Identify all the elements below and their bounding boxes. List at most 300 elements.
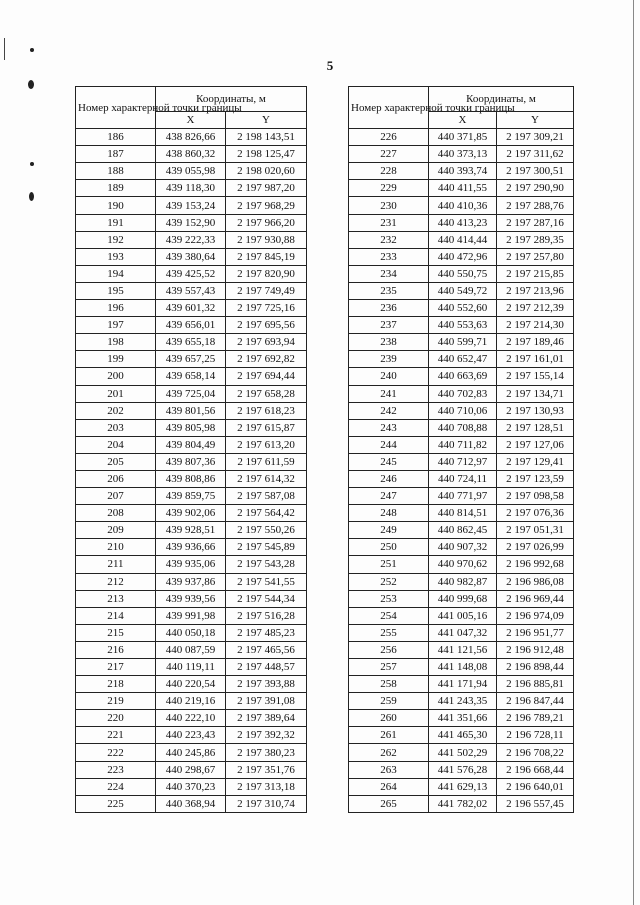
y-coordinate-cell: 2 196 898,44 (497, 659, 574, 676)
x-coordinate-cell: 440 222,10 (156, 710, 226, 727)
point-number-cell: 195 (76, 282, 156, 299)
table-row (349, 795, 574, 812)
point-number-cell: 232 (349, 231, 429, 248)
point-number-cell: 231 (349, 214, 429, 231)
point-number-cell: 186 (76, 129, 156, 146)
table-row (76, 453, 307, 470)
table-row (76, 522, 307, 539)
x-coordinate-cell: 439 656,01 (156, 317, 226, 334)
table-row (76, 282, 307, 299)
table-row (76, 470, 307, 487)
table-row (349, 231, 574, 248)
margin-tick (4, 38, 5, 60)
header-coordinates: Координаты, м (156, 87, 307, 112)
point-number-cell: 244 (349, 436, 429, 453)
table-row (349, 693, 574, 710)
x-coordinate-cell: 440 414,44 (429, 231, 497, 248)
header-point-number: Номер характерной точки границы (76, 87, 156, 129)
point-number-cell: 240 (349, 368, 429, 385)
x-coordinate-cell: 441 171,94 (429, 676, 497, 693)
y-coordinate-cell: 2 197 618,23 (226, 402, 307, 419)
point-number-cell: 211 (76, 556, 156, 573)
table-row (349, 436, 574, 453)
table-row (76, 419, 307, 436)
y-coordinate-cell: 2 197 215,85 (497, 265, 574, 282)
y-coordinate-cell: 2 196 974,09 (497, 607, 574, 624)
x-coordinate-cell: 439 808,86 (156, 470, 226, 487)
table-row (76, 744, 307, 761)
point-number-cell: 225 (76, 795, 156, 812)
x-coordinate-cell: 439 939,56 (156, 590, 226, 607)
x-coordinate-cell: 440 411,55 (429, 180, 497, 197)
x-coordinate-cell: 440 223,43 (156, 727, 226, 744)
y-coordinate-cell: 2 197 694,44 (226, 368, 307, 385)
table-row (76, 505, 307, 522)
point-number-cell: 234 (349, 265, 429, 282)
point-number-cell: 197 (76, 317, 156, 334)
x-coordinate-cell: 440 472,96 (429, 248, 497, 265)
y-coordinate-cell: 2 197 587,08 (226, 488, 307, 505)
point-number-cell: 221 (76, 727, 156, 744)
x-coordinate-cell: 439 222,33 (156, 231, 226, 248)
point-number-cell: 256 (349, 641, 429, 658)
x-coordinate-cell: 439 804,49 (156, 436, 226, 453)
y-coordinate-cell: 2 197 725,16 (226, 300, 307, 317)
table-row (76, 710, 307, 727)
x-coordinate-cell: 440 862,45 (429, 522, 497, 539)
table-row (349, 197, 574, 214)
x-coordinate-cell: 440 814,51 (429, 505, 497, 522)
y-coordinate-cell: 2 196 986,08 (497, 573, 574, 590)
x-coordinate-cell: 440 652,47 (429, 351, 497, 368)
x-coordinate-cell: 440 711,82 (429, 436, 497, 453)
point-number-cell: 236 (349, 300, 429, 317)
point-number-cell: 202 (76, 402, 156, 419)
x-coordinate-cell: 440 050,18 (156, 624, 226, 641)
x-coordinate-cell: 440 370,23 (156, 778, 226, 795)
x-coordinate-cell: 440 373,13 (429, 146, 497, 163)
point-number-cell: 237 (349, 317, 429, 334)
table-row (76, 265, 307, 282)
y-coordinate-cell: 2 197 658,28 (226, 385, 307, 402)
x-coordinate-cell: 439 657,25 (156, 351, 226, 368)
table-row (349, 300, 574, 317)
point-number-cell: 257 (349, 659, 429, 676)
y-coordinate-cell: 2 197 966,20 (226, 214, 307, 231)
point-number-cell: 261 (349, 727, 429, 744)
x-coordinate-cell: 440 549,72 (429, 282, 497, 299)
y-coordinate-cell: 2 197 290,90 (497, 180, 574, 197)
table-row (76, 488, 307, 505)
x-coordinate-cell: 439 991,98 (156, 607, 226, 624)
table-row (349, 624, 574, 641)
y-coordinate-cell: 2 197 845,19 (226, 248, 307, 265)
y-coordinate-cell: 2 198 143,51 (226, 129, 307, 146)
point-number-cell: 213 (76, 590, 156, 607)
point-number-cell: 222 (76, 744, 156, 761)
point-number-cell: 260 (349, 710, 429, 727)
y-coordinate-cell: 2 197 213,96 (497, 282, 574, 299)
table-row (76, 607, 307, 624)
point-number-cell: 209 (76, 522, 156, 539)
point-number-cell: 245 (349, 453, 429, 470)
x-coordinate-cell: 440 552,60 (429, 300, 497, 317)
table-row (349, 761, 574, 778)
table-row (349, 351, 574, 368)
x-coordinate-cell: 440 410,36 (429, 197, 497, 214)
point-number-cell: 204 (76, 436, 156, 453)
table-row (349, 419, 574, 436)
margin-speck (30, 162, 34, 166)
x-coordinate-cell: 439 935,06 (156, 556, 226, 573)
point-number-cell: 227 (349, 146, 429, 163)
x-coordinate-cell: 440 220,54 (156, 676, 226, 693)
table-row (76, 624, 307, 641)
point-number-cell: 189 (76, 180, 156, 197)
table-row (349, 710, 574, 727)
x-coordinate-cell: 441 005,16 (429, 607, 497, 624)
point-number-cell: 265 (349, 795, 429, 812)
point-number-cell: 230 (349, 197, 429, 214)
point-number-cell: 254 (349, 607, 429, 624)
y-coordinate-cell: 2 197 693,94 (226, 334, 307, 351)
x-coordinate-cell: 440 710,06 (429, 402, 497, 419)
x-coordinate-cell: 440 298,67 (156, 761, 226, 778)
y-coordinate-cell: 2 197 310,74 (226, 795, 307, 812)
header-x: X (429, 112, 497, 129)
y-coordinate-cell: 2 197 130,93 (497, 402, 574, 419)
table-row (76, 573, 307, 590)
y-coordinate-cell: 2 196 728,11 (497, 727, 574, 744)
coordinates-table-right (348, 86, 574, 813)
y-coordinate-cell: 2 197 544,34 (226, 590, 307, 607)
point-number-cell: 203 (76, 419, 156, 436)
x-coordinate-cell: 441 782,02 (429, 795, 497, 812)
y-coordinate-cell: 2 197 545,89 (226, 539, 307, 556)
x-coordinate-cell: 439 801,56 (156, 402, 226, 419)
table-row (76, 778, 307, 795)
point-number-cell: 243 (349, 419, 429, 436)
table-row (349, 402, 574, 419)
point-number-cell: 205 (76, 453, 156, 470)
y-coordinate-cell: 2 197 695,56 (226, 317, 307, 334)
table-row (76, 761, 307, 778)
table-row (349, 146, 574, 163)
y-coordinate-cell: 2 197 155,14 (497, 368, 574, 385)
x-coordinate-cell: 438 826,66 (156, 129, 226, 146)
y-coordinate-cell: 2 196 708,22 (497, 744, 574, 761)
point-number-cell: 250 (349, 539, 429, 556)
table-row (349, 214, 574, 231)
y-coordinate-cell: 2 197 613,20 (226, 436, 307, 453)
point-number-cell: 252 (349, 573, 429, 590)
point-number-cell: 194 (76, 265, 156, 282)
point-number-cell: 206 (76, 470, 156, 487)
point-number-cell: 210 (76, 539, 156, 556)
y-coordinate-cell: 2 197 300,51 (497, 163, 574, 180)
x-coordinate-cell: 441 351,66 (429, 710, 497, 727)
table-row (349, 778, 574, 795)
point-number-cell: 208 (76, 505, 156, 522)
x-coordinate-cell: 439 658,14 (156, 368, 226, 385)
y-coordinate-cell: 2 196 885,81 (497, 676, 574, 693)
table-row (76, 539, 307, 556)
x-coordinate-cell: 440 907,32 (429, 539, 497, 556)
y-coordinate-cell: 2 197 392,32 (226, 727, 307, 744)
x-coordinate-cell: 439 055,98 (156, 163, 226, 180)
table-row (349, 317, 574, 334)
table-row (76, 436, 307, 453)
point-number-cell: 228 (349, 163, 429, 180)
y-coordinate-cell: 2 197 098,58 (497, 488, 574, 505)
y-coordinate-cell: 2 196 912,48 (497, 641, 574, 658)
y-coordinate-cell: 2 197 129,41 (497, 453, 574, 470)
y-coordinate-cell: 2 197 541,55 (226, 573, 307, 590)
table-row (76, 231, 307, 248)
table-row (349, 163, 574, 180)
y-coordinate-cell: 2 198 125,47 (226, 146, 307, 163)
y-coordinate-cell: 2 196 847,44 (497, 693, 574, 710)
point-number-cell: 241 (349, 385, 429, 402)
table-row (349, 385, 574, 402)
x-coordinate-cell: 440 368,94 (156, 795, 226, 812)
x-coordinate-cell: 440 724,11 (429, 470, 497, 487)
y-coordinate-cell: 2 197 351,76 (226, 761, 307, 778)
x-coordinate-cell: 441 502,29 (429, 744, 497, 761)
y-coordinate-cell: 2 197 564,42 (226, 505, 307, 522)
y-coordinate-cell: 2 197 516,28 (226, 607, 307, 624)
point-number-cell: 258 (349, 676, 429, 693)
table-row (349, 470, 574, 487)
table-row (349, 129, 574, 146)
table-row (76, 129, 307, 146)
table-row (349, 180, 574, 197)
point-number-cell: 229 (349, 180, 429, 197)
y-coordinate-cell: 2 196 640,01 (497, 778, 574, 795)
x-coordinate-cell: 441 576,28 (429, 761, 497, 778)
y-coordinate-cell: 2 197 968,29 (226, 197, 307, 214)
x-coordinate-cell: 439 859,75 (156, 488, 226, 505)
x-coordinate-cell: 441 465,30 (429, 727, 497, 744)
y-coordinate-cell: 2 197 448,57 (226, 659, 307, 676)
table-row (76, 197, 307, 214)
table-row (76, 590, 307, 607)
header-y: Y (226, 112, 307, 129)
x-coordinate-cell: 439 805,98 (156, 419, 226, 436)
x-coordinate-cell: 440 999,68 (429, 590, 497, 607)
x-coordinate-cell: 440 970,62 (429, 556, 497, 573)
y-coordinate-cell: 2 197 543,28 (226, 556, 307, 573)
point-number-cell: 219 (76, 693, 156, 710)
x-coordinate-cell: 441 121,56 (429, 641, 497, 658)
header-y: Y (497, 112, 574, 129)
table-row (349, 488, 574, 505)
x-coordinate-cell: 440 712,97 (429, 453, 497, 470)
table-row (349, 282, 574, 299)
table-row (76, 214, 307, 231)
y-coordinate-cell: 2 197 127,06 (497, 436, 574, 453)
y-coordinate-cell: 2 197 465,56 (226, 641, 307, 658)
point-number-cell: 188 (76, 163, 156, 180)
y-coordinate-cell: 2 197 123,59 (497, 470, 574, 487)
y-coordinate-cell: 2 196 789,21 (497, 710, 574, 727)
table-row (76, 659, 307, 676)
y-coordinate-cell: 2 197 313,18 (226, 778, 307, 795)
table-row (76, 676, 307, 693)
point-number-cell: 242 (349, 402, 429, 419)
y-coordinate-cell: 2 197 930,88 (226, 231, 307, 248)
x-coordinate-cell: 439 153,24 (156, 197, 226, 214)
point-number-cell: 251 (349, 556, 429, 573)
coordinates-table-left (75, 86, 307, 813)
point-number-cell: 246 (349, 470, 429, 487)
table-row (76, 368, 307, 385)
x-coordinate-cell: 439 152,90 (156, 214, 226, 231)
x-coordinate-cell: 440 245,86 (156, 744, 226, 761)
table-row (76, 351, 307, 368)
point-number-cell: 207 (76, 488, 156, 505)
point-number-cell: 259 (349, 693, 429, 710)
point-number-cell: 216 (76, 641, 156, 658)
table-row (349, 744, 574, 761)
point-number-cell: 253 (349, 590, 429, 607)
table-row (349, 641, 574, 658)
x-coordinate-cell: 439 936,66 (156, 539, 226, 556)
table-row (349, 453, 574, 470)
table-row (349, 590, 574, 607)
x-coordinate-cell: 439 928,51 (156, 522, 226, 539)
y-coordinate-cell: 2 197 076,36 (497, 505, 574, 522)
y-coordinate-cell: 2 197 288,76 (497, 197, 574, 214)
point-number-cell: 239 (349, 351, 429, 368)
point-number-cell: 235 (349, 282, 429, 299)
point-number-cell: 187 (76, 146, 156, 163)
table-row (76, 727, 307, 744)
table-row (76, 300, 307, 317)
point-number-cell: 190 (76, 197, 156, 214)
scan-edge-line (633, 0, 634, 905)
y-coordinate-cell: 2 197 987,20 (226, 180, 307, 197)
table-row (349, 505, 574, 522)
point-number-cell: 226 (349, 129, 429, 146)
margin-speck (29, 192, 34, 201)
point-number-cell: 215 (76, 624, 156, 641)
point-number-cell: 196 (76, 300, 156, 317)
x-coordinate-cell: 439 380,64 (156, 248, 226, 265)
point-number-cell: 198 (76, 334, 156, 351)
table-row (76, 641, 307, 658)
point-number-cell: 200 (76, 368, 156, 385)
y-coordinate-cell: 2 197 380,23 (226, 744, 307, 761)
x-coordinate-cell: 440 119,11 (156, 659, 226, 676)
y-coordinate-cell: 2 197 485,23 (226, 624, 307, 641)
table-row (349, 659, 574, 676)
table-row (349, 248, 574, 265)
table-row (349, 539, 574, 556)
x-coordinate-cell: 440 982,87 (429, 573, 497, 590)
y-coordinate-cell: 2 197 257,80 (497, 248, 574, 265)
point-number-cell: 214 (76, 607, 156, 624)
y-coordinate-cell: 2 197 749,49 (226, 282, 307, 299)
y-coordinate-cell: 2 197 161,01 (497, 351, 574, 368)
x-coordinate-cell: 440 087,59 (156, 641, 226, 658)
point-number-cell: 264 (349, 778, 429, 795)
table-row (349, 676, 574, 693)
x-coordinate-cell: 440 219,16 (156, 693, 226, 710)
point-number-cell: 217 (76, 659, 156, 676)
x-coordinate-cell: 440 771,97 (429, 488, 497, 505)
table-row (76, 402, 307, 419)
x-coordinate-cell: 440 413,23 (429, 214, 497, 231)
point-number-cell: 248 (349, 505, 429, 522)
table-row (349, 368, 574, 385)
y-coordinate-cell: 2 197 389,64 (226, 710, 307, 727)
point-number-cell: 223 (76, 761, 156, 778)
table-row (76, 693, 307, 710)
x-coordinate-cell: 440 393,74 (429, 163, 497, 180)
y-coordinate-cell: 2 196 992,68 (497, 556, 574, 573)
page-number: 5 (326, 58, 334, 73)
table-row (349, 556, 574, 573)
y-coordinate-cell: 2 197 611,59 (226, 453, 307, 470)
point-number-cell: 192 (76, 231, 156, 248)
y-coordinate-cell: 2 197 026,99 (497, 539, 574, 556)
y-coordinate-cell: 2 197 309,21 (497, 129, 574, 146)
y-coordinate-cell: 2 198 020,60 (226, 163, 307, 180)
point-number-cell: 255 (349, 624, 429, 641)
table-row (76, 385, 307, 402)
point-number-cell: 263 (349, 761, 429, 778)
x-coordinate-cell: 439 937,86 (156, 573, 226, 590)
x-coordinate-cell: 439 807,36 (156, 453, 226, 470)
table-row (76, 795, 307, 812)
point-number-cell: 249 (349, 522, 429, 539)
x-coordinate-cell: 441 629,13 (429, 778, 497, 795)
table-row (76, 248, 307, 265)
y-coordinate-cell: 2 197 128,51 (497, 419, 574, 436)
table-row (76, 180, 307, 197)
x-coordinate-cell: 440 702,83 (429, 385, 497, 402)
table-row (349, 607, 574, 624)
y-coordinate-cell: 2 197 615,87 (226, 419, 307, 436)
point-number-cell: 247 (349, 488, 429, 505)
y-coordinate-cell: 2 197 051,31 (497, 522, 574, 539)
y-coordinate-cell: 2 196 951,77 (497, 624, 574, 641)
x-coordinate-cell: 440 553,63 (429, 317, 497, 334)
y-coordinate-cell: 2 197 287,16 (497, 214, 574, 231)
y-coordinate-cell: 2 197 214,30 (497, 317, 574, 334)
y-coordinate-cell: 2 196 557,45 (497, 795, 574, 812)
x-coordinate-cell: 441 243,35 (429, 693, 497, 710)
x-coordinate-cell: 441 148,08 (429, 659, 497, 676)
x-coordinate-cell: 439 118,30 (156, 180, 226, 197)
header-coordinates: Координаты, м (429, 87, 574, 112)
x-coordinate-cell: 441 047,32 (429, 624, 497, 641)
x-coordinate-cell: 440 599,71 (429, 334, 497, 351)
point-number-cell: 238 (349, 334, 429, 351)
table-row (76, 317, 307, 334)
point-number-cell: 201 (76, 385, 156, 402)
header-point-number: Номер характерной точки границы (349, 87, 429, 129)
y-coordinate-cell: 2 197 189,46 (497, 334, 574, 351)
x-coordinate-cell: 439 557,43 (156, 282, 226, 299)
y-coordinate-cell: 2 196 969,44 (497, 590, 574, 607)
table-row (76, 556, 307, 573)
point-number-cell: 262 (349, 744, 429, 761)
y-coordinate-cell: 2 197 692,82 (226, 351, 307, 368)
y-coordinate-cell: 2 197 393,88 (226, 676, 307, 693)
x-coordinate-cell: 439 725,04 (156, 385, 226, 402)
